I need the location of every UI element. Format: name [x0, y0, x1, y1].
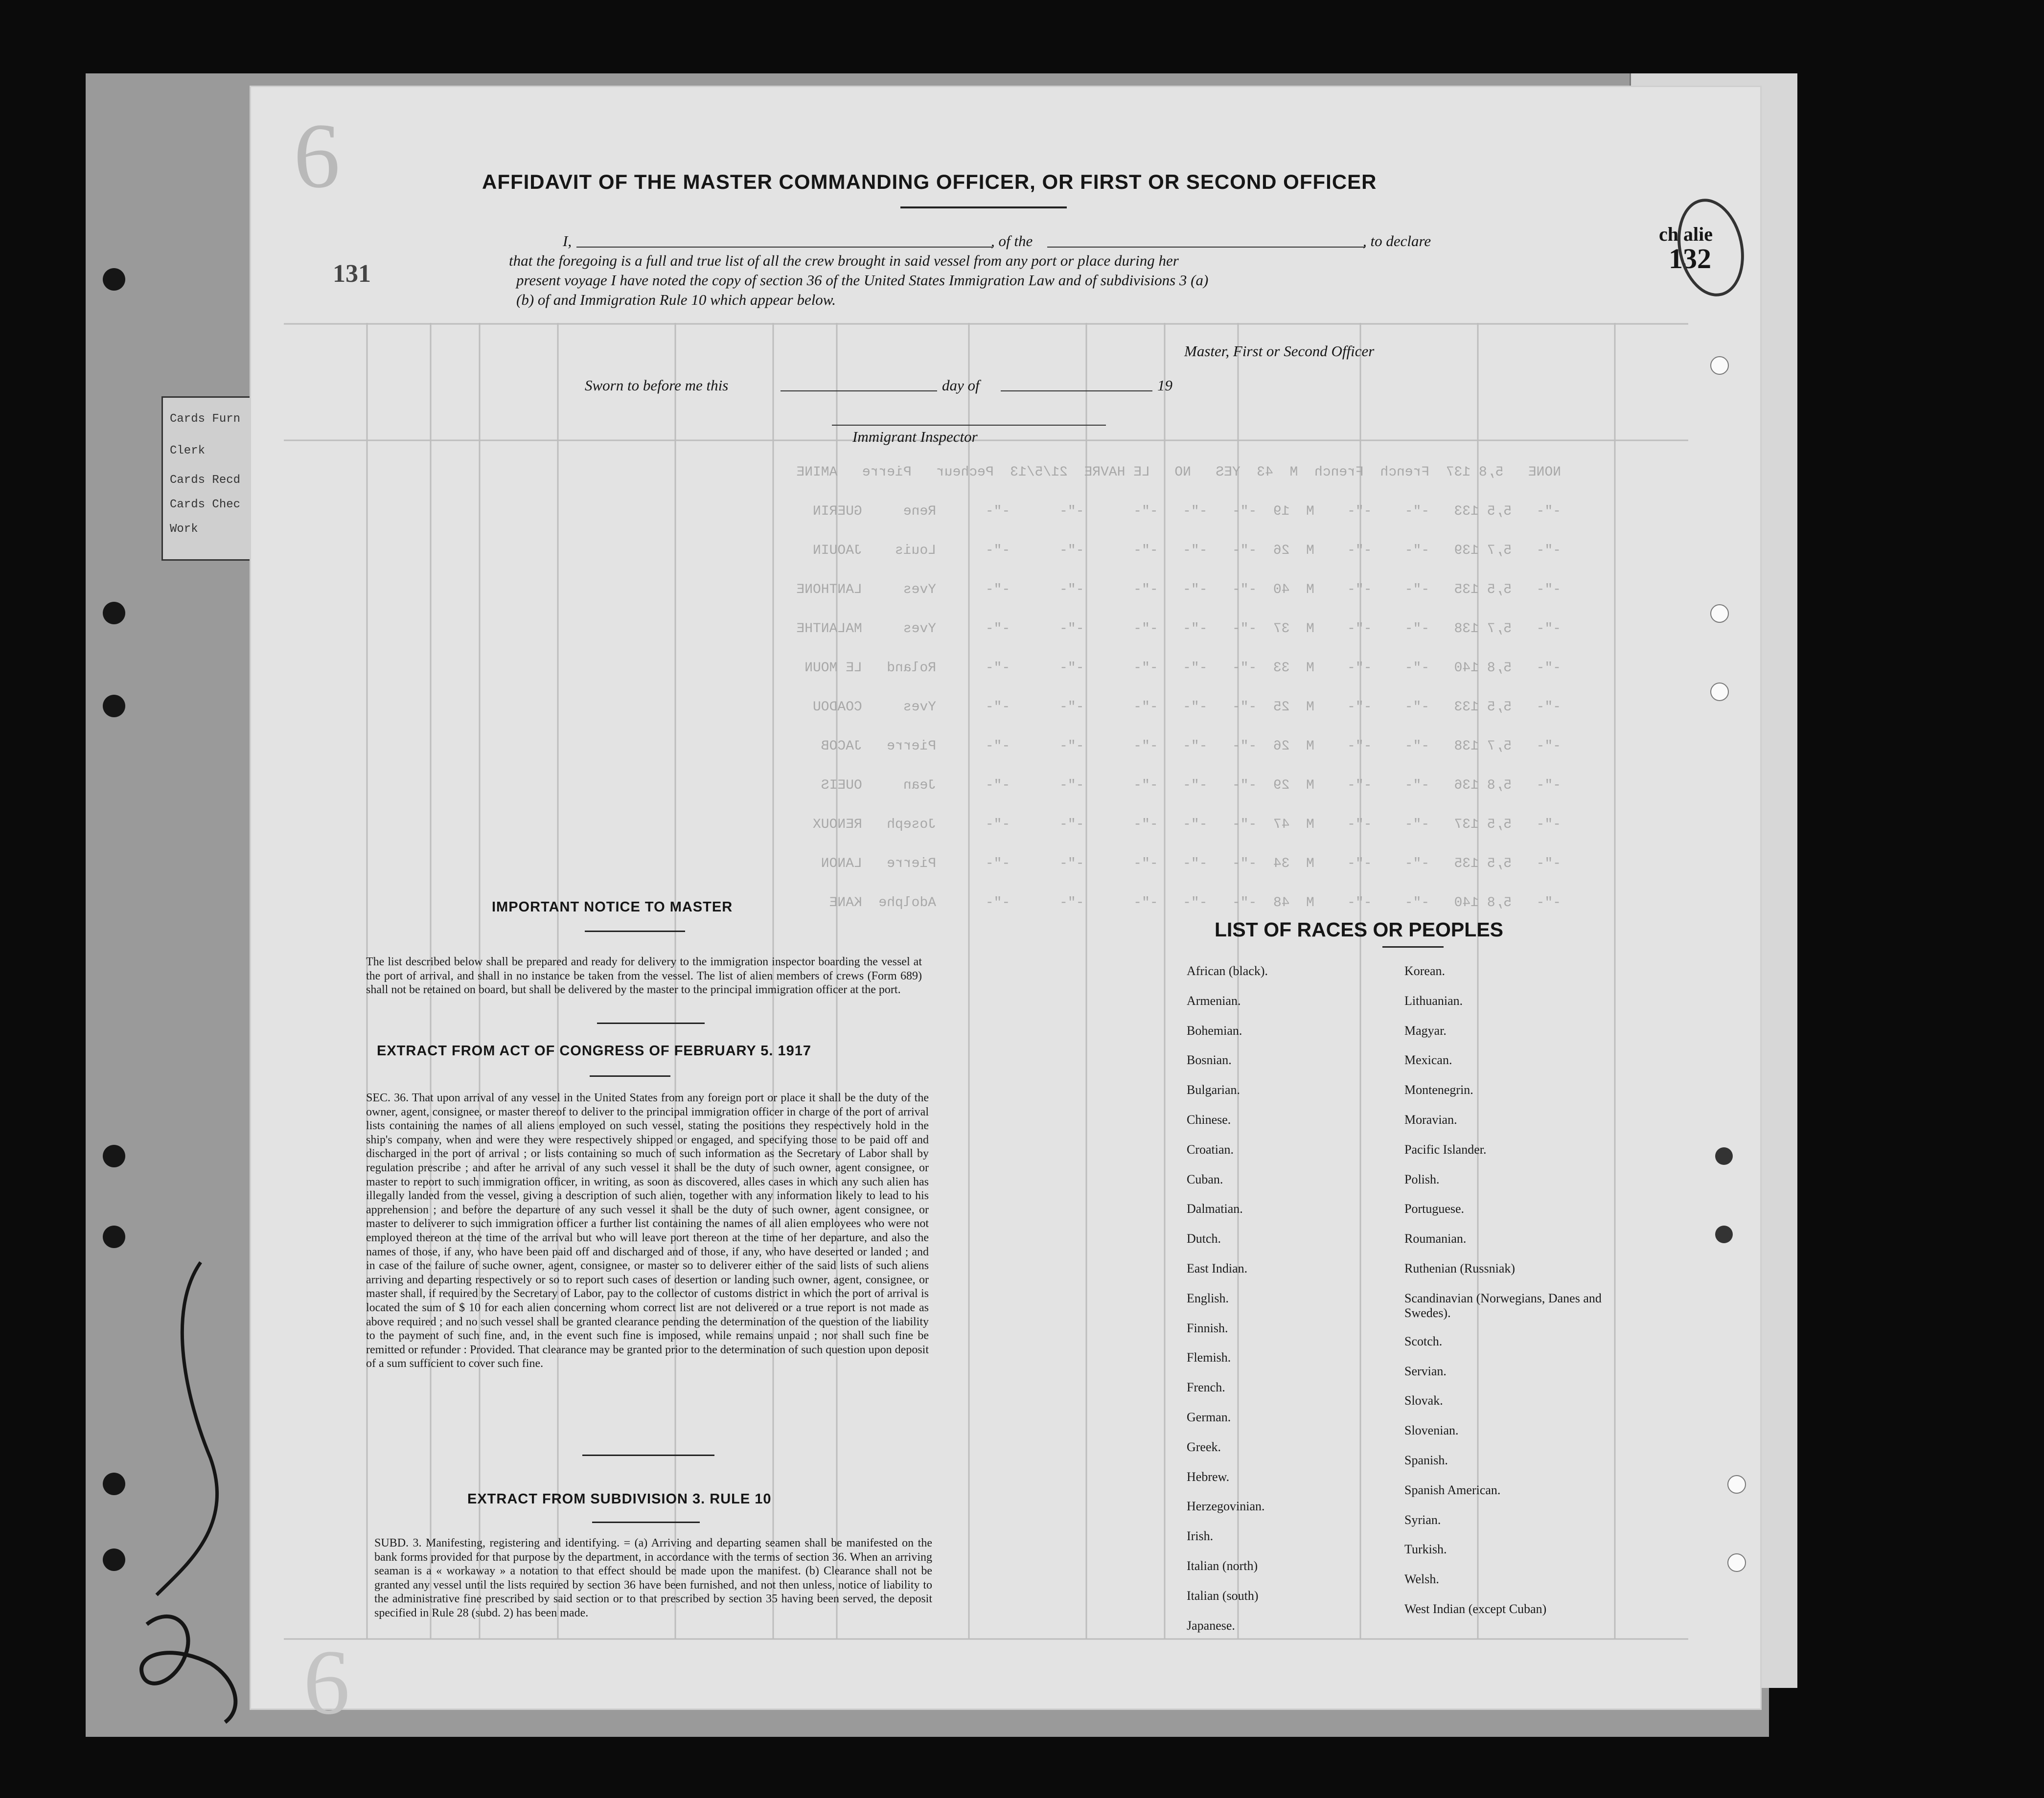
notice-title: IMPORTANT NOTICE TO MASTER	[492, 899, 733, 915]
notice-rule	[585, 931, 685, 932]
race-item: Chinese.	[1187, 1112, 1231, 1127]
binder-hole	[1715, 1226, 1733, 1243]
slip-line: Cards Recd	[170, 474, 241, 487]
inspector-label: Immigrant Inspector	[852, 428, 978, 445]
binder-hole	[103, 695, 125, 717]
race-item: Portuguese.	[1404, 1202, 1465, 1216]
extract-act-text: SEC. 36. That upon arrival of any vessel in the United States from any foreign port or place it shall be the duty of the owner, agent, consignee, or master thereof to deliver to the principal immigration officer in charge of the port of arrival lists containing the names of all aliens employed on such vessel, stating the positions they respectively hold in the ship's company, when and were they were respectively shipped or engaged, and specifying those to be paid off and discharged in the port of arrival ; or lists containing so much of such information as the Secretary of Labor shall by regulation prescribe ; and after he arrival of any such vessel it shall be the duty of such owner, agent consignee, or master to report to such immigration officer, in writing, as soon as discovered, alles cases in which any such alien has illegally landed from the vessel, giving a description of such alien, together with any information likely to lead to his apprehension ; and before the departure of any such vessel it shall be the duty of such owner, agent consignee, or master to deliverer to such immigration officer a further list containing the names of all alien employees who were not employed thereon at the time of the arrival but who will leave port thereon at the time of her departure, and also the names of those, if any, who have been paid off and discharged and of those, if any, who have deserted or landed ; and in case of the failure of suche owner, agent, consignee, or master so to deliverer either of the said lists of such aliens arriving and departing respectively or so to report such cases of desertion or landing such owner, agent, consignee, or master shall, if required by the Secretary of Labor, pay to the collector of customs district in which the port of arrival is located the sum of $ 10 for each alien concerning whom correct list are not delivered or a true report is not made as above required ; and no such vessel shall be granted clearance pending the determination of the question of the liability to the payment of such fine, and, in the event such fine is imposed, while remains unpaid ; nor shall such fine be remitted or refunder : Provided. That clearance may be granted prior to the determination of such question upon deposit of a sum sufficient to cover such fine.	[366, 1092, 929, 1370]
affidavit-title: AFFIDAVIT OF THE MASTER COMMANDING OFFICER, OR FIRST OR SECOND OFFICER	[482, 170, 1377, 193]
race-item: Cuban.	[1187, 1172, 1223, 1186]
race-item: Scandinavian (Norwegians, Danes and Swedes).	[1404, 1291, 1602, 1320]
vessel-line	[1047, 247, 1365, 248]
ghost-row: -"- 5,7 138 -"- -"- M 26 -"- -"- -"- -"- -"- Pierre JACOB	[821, 739, 1561, 754]
handwritten-mark	[127, 1252, 284, 1732]
ghost-row: -"- 5,5 135 -"- -"- M 40 -"- -"- -"- -"- -"- Yves LANTHONE	[796, 582, 1561, 597]
race-item: Dutch.	[1187, 1231, 1221, 1246]
race-item: Magyar.	[1404, 1023, 1447, 1038]
race-item: Polish.	[1404, 1172, 1440, 1186]
inspector-line	[832, 425, 1106, 426]
race-item: Bosnian.	[1187, 1053, 1232, 1068]
race-item: Spanish American.	[1404, 1482, 1501, 1497]
race-item: East Indian.	[1187, 1261, 1248, 1275]
race-item: French.	[1187, 1380, 1225, 1395]
affidavit-lead: I,	[563, 232, 572, 250]
ghost-row: -"- 5,7 138 -"- -"- M 37 -"- -"- -"- -"- -"- Yves MALANTHE	[796, 621, 1561, 637]
slip-line: Work	[170, 523, 198, 536]
race-item: Pacific Islander.	[1404, 1142, 1487, 1157]
ghost-row: -"- 5,5 133 -"- -"- M 25 -"- -"- -"- -"- -"- Yves COADOU	[812, 700, 1561, 715]
binder-hole	[103, 1145, 125, 1167]
slip-line: Cards Furn	[170, 412, 241, 426]
ghost-row: -"- 5,5 135 -"- -"- M 34 -"- -"- -"- -"- -"- Pierre LANON	[821, 856, 1561, 871]
notice-bottom-rule	[597, 1023, 705, 1024]
binder-hole	[103, 602, 125, 624]
race-item: Syrian.	[1404, 1512, 1441, 1527]
ghost-row: -"- 5,7 139 -"- -"- M 26 -"- -"- -"- -"- -"- Louis JAOUIN	[812, 543, 1561, 558]
page-mark: 6	[303, 1631, 350, 1734]
affidavit-body: (b) of and Immigration Rule 10 which appear below.	[516, 291, 836, 308]
stamp-number-right: 132	[1669, 243, 1711, 274]
year-text: 19	[1157, 377, 1172, 394]
race-item: Armenian.	[1187, 993, 1241, 1008]
binder-hole	[1727, 1553, 1746, 1572]
races-title: LIST OF RACES OR PEOPLES	[1215, 918, 1504, 941]
race-item: Moravian.	[1404, 1112, 1457, 1127]
race-item: Welsh.	[1404, 1572, 1439, 1587]
extract-act-rule	[590, 1075, 670, 1077]
day-of-text: day of	[942, 377, 980, 394]
name-line	[576, 247, 992, 248]
race-item: Bulgarian.	[1187, 1083, 1240, 1097]
race-item: Slovak.	[1404, 1393, 1443, 1408]
ghost-row: -"- 5,8 136 -"- -"- M 29 -"- -"- -"- -"- -"- Jean OUEIS	[821, 778, 1561, 793]
binder-hole	[103, 268, 125, 291]
extract-rule-title: EXTRACT FROM SUBDIVISION 3. RULE 10	[467, 1491, 772, 1507]
binder-hole	[1727, 1475, 1746, 1494]
race-item: Turkish.	[1404, 1542, 1447, 1557]
extract-rule-text: SUBD. 3. Manifesting, registering and identifying. = (a) Arriving and departing seamen shall be manifested on the bank forms provided for that purpose by the department, in accordance with the terms of section 36. When an arriving seaman is a « workaway » a notation to that effect should be made upon the manifest. (b) Clearance shall not be granted any vessel until the lists required by section 36 have been furnished, and not then unless, notice of liability to the administrative fine prescribed by said section or to that prescribed by section 35 having been served, the deposit specified in Rule 28 (subd. 2) has been made.	[374, 1537, 932, 1619]
race-item: Irish.	[1187, 1529, 1214, 1544]
race-item: Herzegovinian.	[1187, 1499, 1265, 1514]
race-item: Dalmatian.	[1187, 1202, 1243, 1216]
page-mark: 6	[294, 105, 340, 207]
race-item: West Indian (except Cuban)	[1404, 1601, 1547, 1616]
race-item: Korean.	[1404, 964, 1446, 978]
notice-text: The list described below shall be prepared and ready for delivery to the immigration inspector boarding the vessel at the port of arrival, and shall in no instance be taken from the vessel. The list of alien members of crews (Form 689) shall not be retained on board, but shall be delivered by the master to the principal immigration officer at the port.	[366, 956, 922, 997]
slip-line: Clerk	[170, 444, 206, 457]
stamp-number-left: 131	[333, 260, 371, 288]
binder-hole	[103, 1226, 125, 1248]
ghost-row: -"- 5,8 140 -"- -"- M 33 -"- -"- -"- -"- -"- Roland LE MOUN	[804, 660, 1561, 676]
sworn-text: Sworn to before me this	[585, 377, 729, 394]
race-item: Italian (north)	[1187, 1558, 1258, 1573]
race-item: Greek.	[1187, 1439, 1221, 1454]
race-item: Montenegrin.	[1404, 1083, 1473, 1097]
binder-hole	[1710, 604, 1729, 623]
race-item: Finnish.	[1187, 1320, 1228, 1335]
races-left-list	[1187, 964, 1373, 1648]
ghost-row: -"- 5,5 133 -"- -"- M 19 -"- -"- -"- -"- -"- Rene GUERIN	[812, 504, 1561, 519]
affidavit-body: present voyage I have noted the copy of section 36 of the United States Immigration Law and of subdivisions 3 (a)	[516, 272, 1209, 289]
ghost-row: -"- 5,5 137 -"- -"- M 47 -"- -"- -"- -"- -"- Joseph RENOUX	[812, 817, 1561, 832]
ghost-row: -"- 5,8 140 -"- -"- M 48 -"- -"- -"- -"- -"- Adolphe KANE	[829, 895, 1561, 910]
race-item: Scotch.	[1404, 1334, 1443, 1348]
race-item: English.	[1187, 1291, 1229, 1305]
race-item: Spanish.	[1404, 1453, 1448, 1467]
race-item: Japanese.	[1187, 1618, 1235, 1633]
binder-hole	[1710, 356, 1729, 375]
affidavit-body: that the foregoing is a full and true list of all the crew brought in said vessel from any port or place during her	[509, 252, 1179, 269]
slip-line: Cards Chec	[170, 498, 241, 511]
race-item: Hebrew.	[1187, 1469, 1230, 1484]
races-rule	[1382, 946, 1444, 948]
binder-hole	[1715, 1147, 1733, 1165]
affidavit-to-declare: , to declare	[1363, 232, 1431, 250]
ghost-rows	[338, 465, 1561, 934]
race-item: German.	[1187, 1410, 1231, 1424]
affidavit-of-the: , of the	[991, 232, 1033, 250]
binder-hole	[1710, 683, 1729, 701]
ghost-row: NONE 5,8 137 French French M 43 YES NO LE HAVRE 21/5/13 Pecheur Pierre AMINE	[796, 465, 1561, 480]
stamp-label-right: ch alie	[1659, 223, 1713, 245]
race-item: Flemish.	[1187, 1350, 1231, 1365]
race-item: Croatian.	[1187, 1142, 1234, 1157]
race-item: Ruthenian (Russniak)	[1404, 1261, 1516, 1275]
race-item: Bohemian.	[1187, 1023, 1242, 1038]
race-item: Lithuanian.	[1404, 993, 1463, 1008]
binder-hole	[103, 1548, 125, 1571]
extract-act-bottom-rule	[582, 1455, 714, 1456]
signature-label: Master, First or Second Officer	[1184, 342, 1375, 360]
binder-hole	[103, 1473, 125, 1495]
extract-act-title: EXTRACT FROM ACT OF CONGRESS OF FEBRUARY 5. 1917	[377, 1043, 812, 1059]
title-rule	[900, 206, 1067, 208]
extract-rule-rule	[592, 1522, 700, 1523]
race-item: Slovenian.	[1404, 1423, 1459, 1438]
race-item: Italian (south)	[1187, 1588, 1259, 1603]
day-line	[781, 390, 937, 391]
month-line	[1001, 390, 1152, 391]
race-item: Roumanian.	[1404, 1231, 1467, 1246]
race-item: Servian.	[1404, 1364, 1447, 1378]
races-right-list	[1404, 964, 1615, 1632]
race-item: African (black).	[1187, 964, 1268, 978]
race-item: Mexican.	[1404, 1053, 1452, 1068]
